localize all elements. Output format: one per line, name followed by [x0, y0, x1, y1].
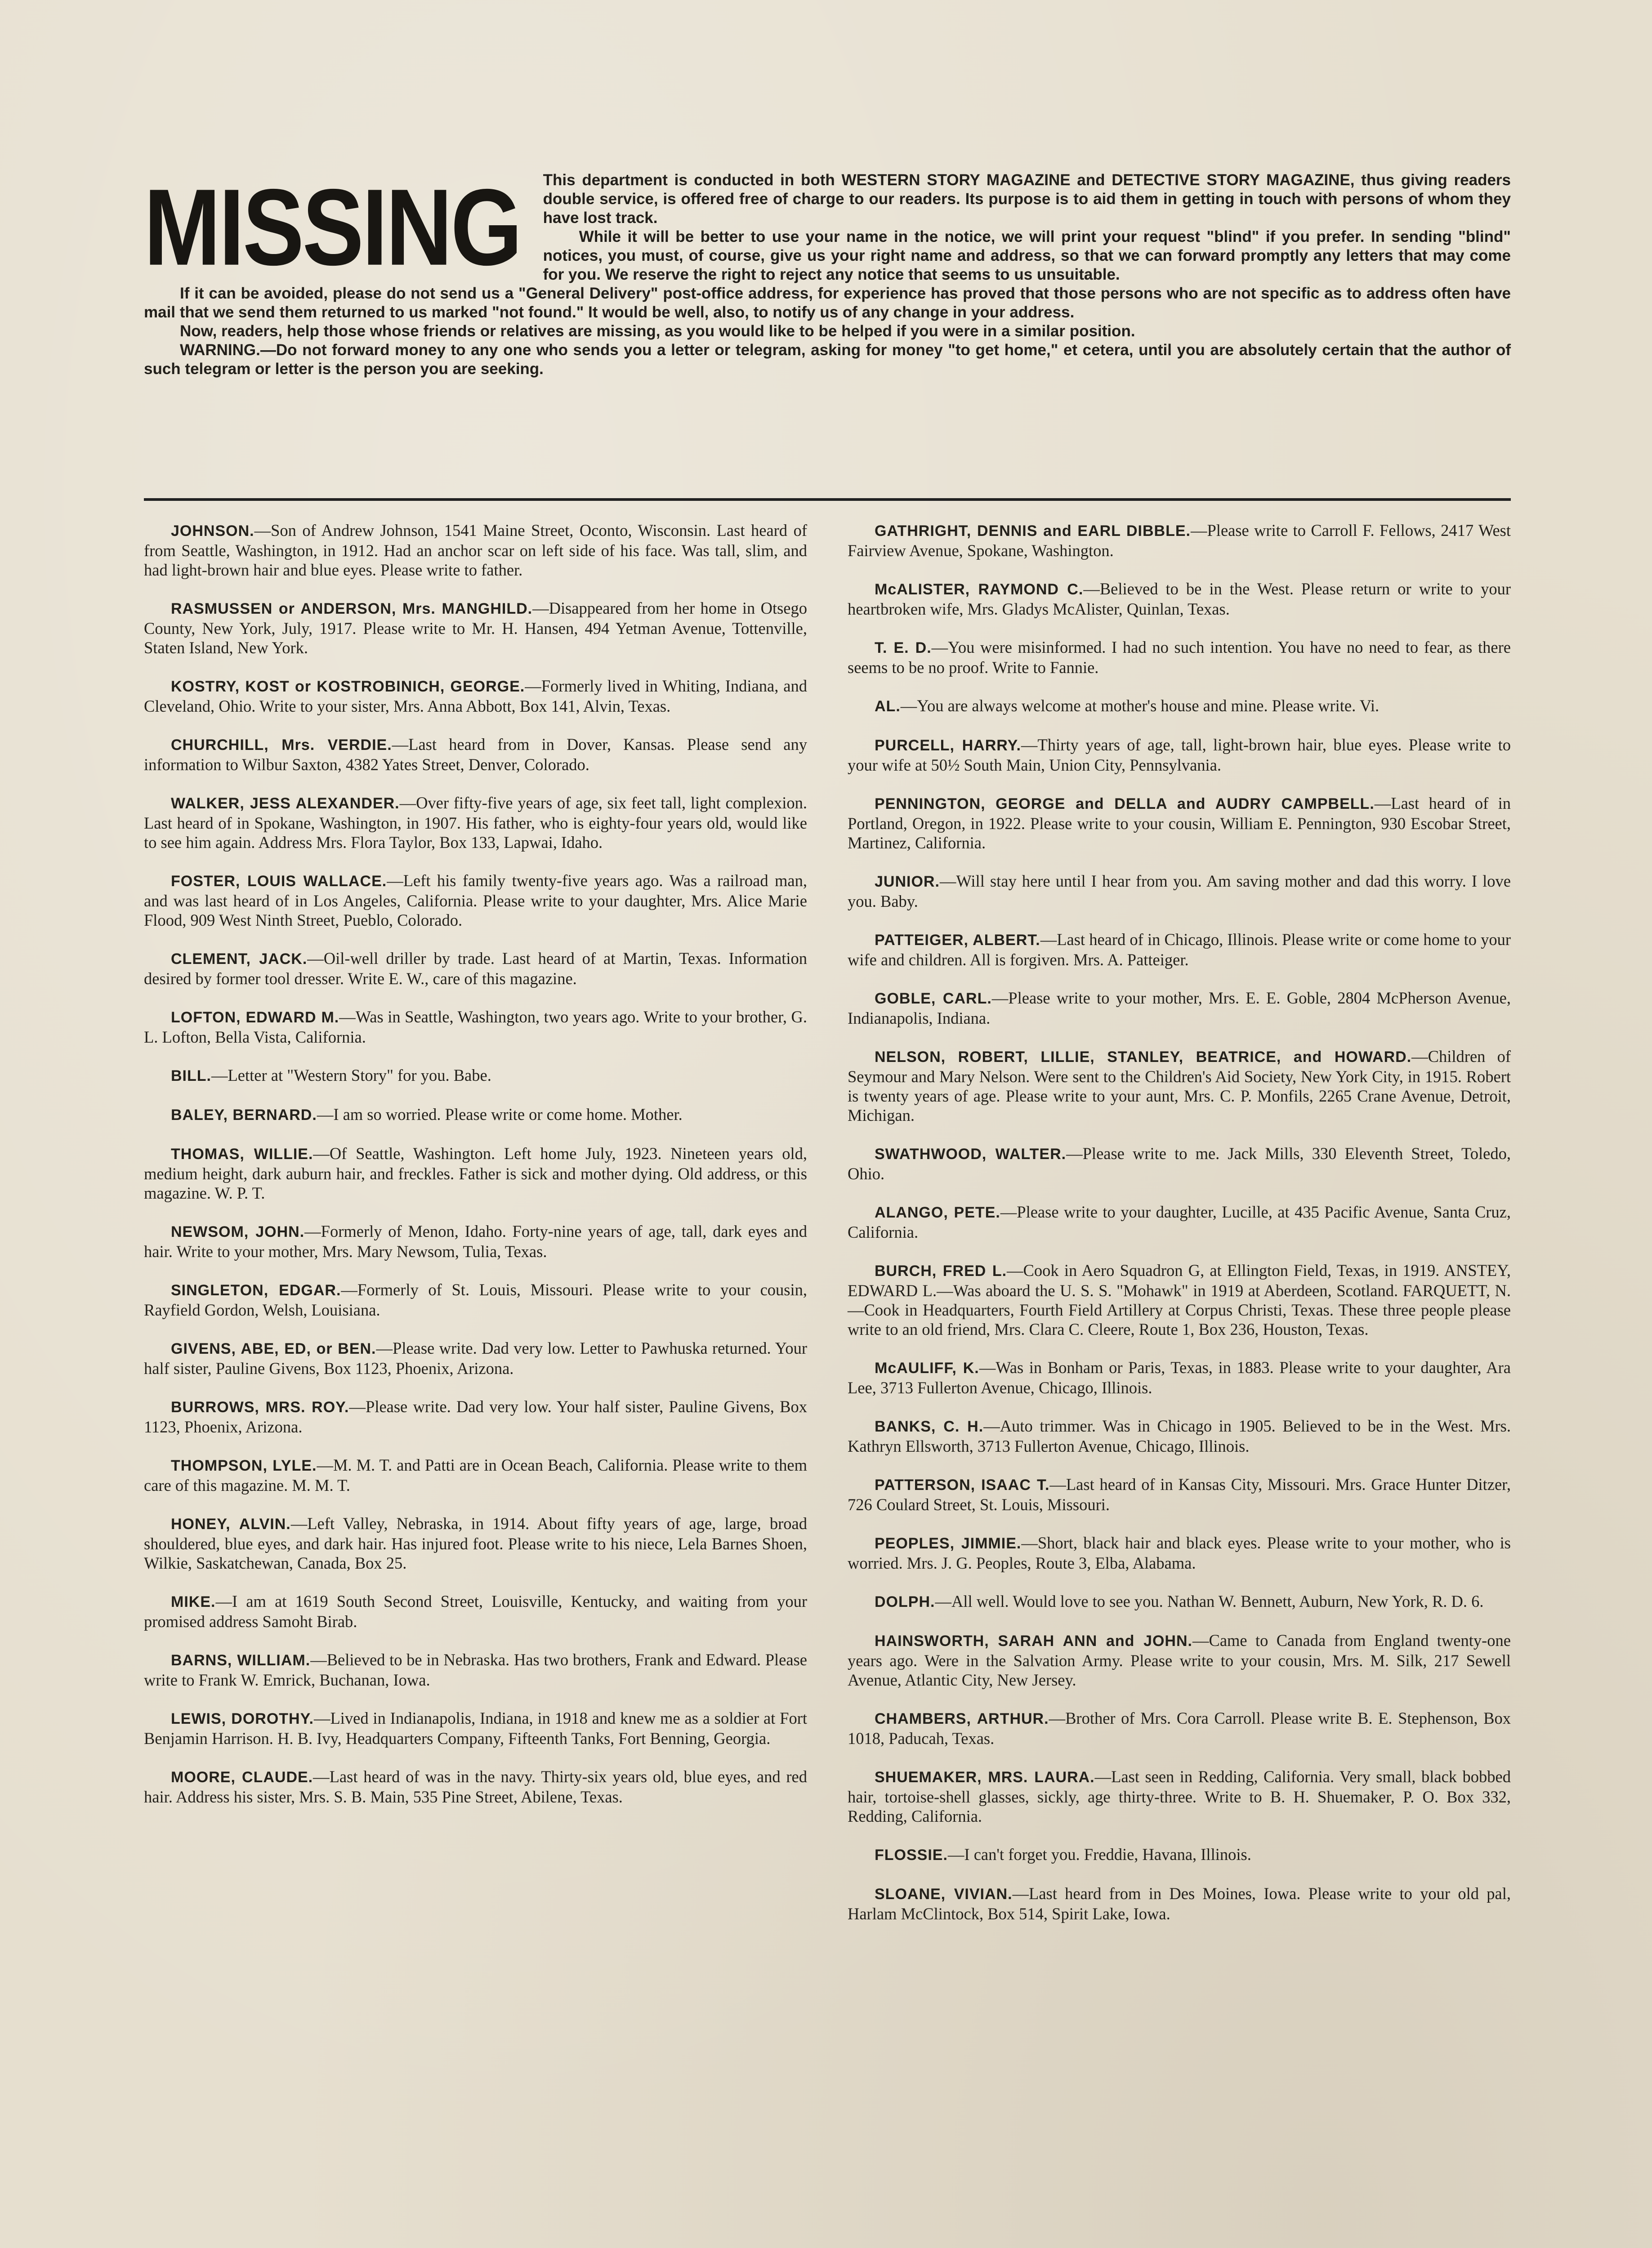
missing-notice: [848, 871, 1511, 911]
notice-name: HAINSWORTH, SARAH ANN and JOHN.: [875, 1632, 1192, 1650]
notice-name: JOHNSON.: [171, 522, 254, 540]
notice-name: SLOANE, VIVIAN.: [875, 1886, 1013, 1903]
missing-notice: [848, 930, 1511, 969]
missing-notice: [848, 1261, 1511, 1339]
notice-text: —Auto trimmer. Was in Chicago in 1905. Believed to be in the West. Mrs. Kathryn Ellsworth, 3713 Fullerton Avenue, Chicago, Illinois.: [848, 1417, 1511, 1455]
missing-notice: [848, 1845, 1511, 1865]
notice-text: —Please write. Dad very low. Letter to Pawhuska returned. Your half sister, Pauline Givens, Box 1123, Phoenix, Arizona.: [144, 1339, 808, 1378]
notice-text: —Last heard of in Portland, Oregon, in 1922. Please write to your cousin, William E. Pennington, 930 Escobar Street, Martinez, California.: [848, 794, 1511, 852]
notice-text: —Brother of Mrs. Cora Carroll. Please write B. E. Stephenson, Box 1018, Paducah, Texas.: [848, 1709, 1511, 1748]
intro-paragraph: Now, readers, help those whose friends or relatives are missing, as you would like to be helped if you were in a similar position.: [180, 322, 1135, 340]
notice-text: —Please write to Carroll F. Fellows, 2417 West Fairview Avenue, Spokane, Washington.: [848, 521, 1511, 560]
notice-text: —Came to Canada from England twenty-one years ago. Were in the Salvation Army. Please write to your cousin, Mrs. M. Silk, 217 Sewell Avenue, Atlantic City, New Jersey.: [848, 1631, 1511, 1689]
notice-name: PATTERSON, ISAAC T.: [875, 1476, 1050, 1494]
notice-text: —Short, black hair and black eyes. Please write to your mother, who is worried. Mrs. J. G. Peoples, Route 3, Elba, Alabama.: [848, 1534, 1511, 1572]
notice-name: McAULIFF, K.: [875, 1360, 979, 1377]
notice-text: —Letter at "Western Story" for you. Babe.: [211, 1066, 491, 1084]
notice-text: —Oil-well driller by trade. Last heard of at Martin, Texas. Information desired by former tool dresser. Write E. W., care of this magazine.: [144, 949, 808, 988]
notice-name: KOSTRY, KOST or KOSTROBINICH, GEORGE.: [171, 678, 525, 695]
notice-name: SHUEMAKER, MRS. LAURA.: [875, 1769, 1095, 1786]
missing-notice: [144, 1455, 807, 1495]
notice-text: —Believed to be in Nebraska. Has two brothers, Frank and Edward. Please write to Frank W. Emrick, Buchanan, Iowa.: [144, 1650, 807, 1689]
notice-name: MIKE.: [171, 1593, 216, 1610]
intro-paragraph: This department is conducted in both WESTERN STORY MAGAZINE and DETECTIVE STORY MAGAZINE, thus giving readers double service, is offered free of charge to our readers. Its purpose is to aid them in getting in touch with persons of whom they have lost track.: [543, 171, 1511, 227]
notice-name: BALEY, BERNARD.: [171, 1106, 317, 1124]
missing-notice: [144, 949, 807, 988]
missing-notice: [144, 1650, 807, 1690]
missing-notice: [144, 1338, 807, 1378]
missing-notice: [848, 1884, 1511, 1923]
notice-text: —Disappeared from her home in Otsego County, New York, July, 1917. Please write to Mr. H. Hansen, 494 Yetman Avenue, Tottenville, Staten Island, New York.: [144, 599, 808, 657]
notice-text: —M. M. T. and Patti are in Ocean Beach, California. Please write to them care of this magazine. M. M. T.: [144, 1456, 807, 1494]
notice-name: BURCH, FRED L.: [875, 1262, 1007, 1280]
missing-notice: [144, 1397, 807, 1436]
missing-notice: [144, 1514, 807, 1573]
notice-text: —Formerly lived in Whiting, Indiana, and Cleveland, Ohio. Write to your sister, Mrs. Anna Abbott, Box 141, Alvin, Texas.: [144, 677, 807, 715]
missing-notice: [848, 1767, 1511, 1826]
page-title: MISSING: [144, 166, 521, 288]
notice-name: NEWSOM, JOHN.: [171, 1223, 305, 1240]
missing-notice: [144, 1708, 807, 1748]
missing-notice: [144, 1280, 807, 1320]
notice-text: —Left Valley, Nebraska, in 1914. About fifty years of age, large, broad shouldered, blue eyes, and dark hair. Has injured foot. Please write to his niece, Lela Barnes Shoen, Wilkie, Saskatchewan, Canada, Box 25.: [144, 1514, 807, 1572]
left-column: [144, 521, 807, 1825]
notice-text: —Please write to your daughter, Lucille, at 435 Pacific Avenue, Santa Cruz, California.: [848, 1203, 1511, 1241]
missing-notice: [144, 1767, 807, 1806]
notice-name: DOLPH.: [875, 1593, 935, 1610]
notice-text: —Children of Seymour and Mary Nelson. Were sent to the Children's Aid Society, New York City, in 1915. Robert is twenty years of age. Please write to your aunt, Mrs. C. P. Monfils, 2265 Crane Avenue, Detroit, Michigan.: [848, 1047, 1511, 1124]
notice-text: —Was in Seattle, Washington, two years ago. Write to your brother, G. L. Lofton, Bella Vista, California.: [144, 1008, 807, 1046]
intro-paragraph: While it will be better to use your name in the notice, we will print your request "blind" if you prefer. In sending "blind" notices, you must, of course, give us your right name and address, so that we can forward promptly any letters that may come for you. We reserve the right to reject any notice that seems to us unsuitable.: [543, 228, 1511, 283]
notice-name: NELSON, ROBERT, LILLIE, STANLEY, BEATRICE, and HOWARD.: [875, 1048, 1412, 1066]
notice-name: BANKS, C. H.: [875, 1418, 984, 1435]
notice-text: —You are always welcome at mother's house and mine. Please write. Vi.: [900, 696, 1380, 715]
notice-text: —Please write. Dad very low. Your half sister, Pauline Givens, Box 1123, Phoenix, Arizona.: [144, 1397, 808, 1436]
right-column: [848, 521, 1511, 1942]
missing-notice: [848, 1592, 1511, 1612]
notice-text: —Son of Andrew Johnson, 1541 Maine Street, Oconto, Wisconsin. Last heard of from Seattle, Washington, in 1912. Had an anchor scar on left side of his face. Was tall, slim, and had light-brown hair and blue eyes. Please write to father.: [144, 521, 807, 579]
notice-name: LOFTON, EDWARD M.: [171, 1009, 339, 1026]
notice-text: —Please write to me. Jack Mills, 330 Eleventh Street, Toledo, Ohio.: [848, 1144, 1511, 1183]
notice-text: —Last heard of was in the navy. Thirty-six years old, blue eyes, and red hair. Address his sister, Mrs. S. B. Main, 535 Pine Street, Abilene, Texas.: [144, 1767, 807, 1806]
intro-paragraph: If it can be avoided, please do not send us a "General Delivery" post-office address, for experience has proved that those persons who are not specific as to address often have mail that we send them returned to us marked "not found." It would be well, also, to notify us of any change in your address.: [144, 285, 1511, 321]
missing-notice: [144, 1592, 807, 1631]
missing-notice: [144, 871, 807, 930]
notice-text: —Last seen in Redding, California. Very small, black bobbed hair, tortoise-shell glasses, sickly, age thirty-three. Write to B. H. Shuemaker, P. O. Box 332, Redding, California.: [848, 1767, 1511, 1825]
notice-text: —Last heard from in Des Moines, Iowa. Please write to your old pal, Harlam McClintock, Box 514, Spirit Lake, Iowa.: [848, 1884, 1511, 1923]
header-divider: [144, 498, 1511, 501]
missing-notice: [144, 676, 807, 716]
notice-name: BILL.: [171, 1067, 211, 1084]
missing-notice: [144, 1144, 807, 1203]
missing-notice: [144, 735, 807, 774]
notice-name: PEOPLES, JIMMIE.: [875, 1535, 1022, 1552]
notice-text: —Of Seattle, Washington. Left home July, 1923. Nineteen years old, medium height, dark auburn hair, and freckles. Father is sick and mother dying. Old address, or this magazine. W. P. T.: [144, 1144, 808, 1202]
notice-text: —Please write to your mother, Mrs. E. E. Goble, 2804 McPherson Avenue, Indianapolis, Indiana.: [848, 989, 1511, 1027]
notice-text: —Over fifty-five years of age, six feet tall, light complexion. Last heard of in Spokane, Washington, in 1907. His father, who is eighty-four years old, would like to see him again. Address Mrs. Flora Taylor, Box 133, Lapwai, Idaho.: [144, 794, 807, 852]
notice-text: —Left his family twenty-five years ago. Was a railroad man, and was last heard of in Los Angeles, California. Please write to your daughter, Mrs. Alice Marie Flood, 909 West Ninth Street, Pueblo, Colorado.: [144, 871, 807, 929]
notice-name: MOORE, CLAUDE.: [171, 1769, 313, 1786]
missing-notice: [144, 793, 807, 852]
notice-name: GATHRIGHT, DENNIS and EARL DIBBLE.: [875, 522, 1191, 540]
notice-text: —Will stay here until I hear from you. Am saving mother and dad this worry. I love you. Baby.: [848, 872, 1511, 910]
missing-notice: [848, 1631, 1511, 1690]
notice-text: —All well. Would love to see you. Nathan W. Bennett, Auburn, New York, R. D. 6.: [935, 1592, 1484, 1610]
missing-notice: [848, 988, 1511, 1028]
notice-name: RASMUSSEN or ANDERSON, Mrs. MANGHILD.: [171, 600, 533, 617]
department-header: [144, 166, 1511, 379]
notice-name: GIVENS, ABE, ED, or BEN.: [171, 1340, 376, 1357]
missing-notice: [848, 735, 1511, 775]
missing-notice: [848, 696, 1511, 716]
notice-name: AL.: [875, 698, 901, 715]
missing-notice: [144, 1222, 807, 1261]
notice-text: —I can't forget you. Freddie, Havana, Illinois.: [947, 1845, 1251, 1864]
missing-notice: [848, 1202, 1511, 1242]
notice-text: —Last heard of in Kansas City, Missouri. Mrs. Grace Hunter Ditzer, 726 Coulard Street, St. Louis, Missouri.: [848, 1475, 1511, 1514]
notice-name: McALISTER, RAYMOND C.: [875, 581, 1084, 598]
notice-text: —Formerly of St. Louis, Missouri. Please write to your cousin, Rayfield Gordon, Welsh, Louisiana.: [144, 1280, 807, 1319]
warning-paragraph: WARNING.—Do not forward money to any one who sends you a letter or telegram, asking for money "to get home," et cetera, until you are absolutely certain that the author of such telegram or letter is the person you are seeking.: [144, 341, 1511, 378]
notice-name: CHAMBERS, ARTHUR.: [875, 1710, 1049, 1727]
notice-name: CLEMENT, JACK.: [171, 950, 308, 968]
notice-name: BURROWS, MRS. ROY.: [171, 1399, 349, 1416]
notice-name: THOMAS, WILLIE.: [171, 1146, 313, 1163]
missing-notice: [144, 1105, 807, 1125]
notice-name: FOSTER, LOUIS WALLACE.: [171, 873, 387, 890]
notice-name: GOBLE, CARL.: [875, 990, 992, 1007]
notice-name: FLOSSIE.: [875, 1847, 948, 1864]
notice-text: —Thirty years of age, tall, light-brown hair, blue eyes. Please write to your wife at 50½ South Main, Union City, Pennsylvania.: [848, 736, 1511, 774]
missing-notice: [848, 1144, 1511, 1183]
notice-name: T. E. D.: [875, 639, 932, 656]
missing-notice: [848, 1475, 1511, 1514]
notice-text: —Cook in Aero Squadron G, at Ellington Field, Texas, in 1919. ANSTEY, EDWARD L.—Was aboard the U. S. S. "Mohawk" in 1919 at Aberdeen, Scotland. FARQUETT, N.—Cook in Headquarters, Fourth Field Artillery at Corpus Christi, Texas. These three people please write to an old friend, Mrs. Clara C. Cleere, Route 1, Box 236, Houston, Texas.: [848, 1261, 1511, 1338]
missing-notice: [848, 521, 1511, 560]
missing-notice: [144, 598, 807, 657]
missing-notice: [144, 521, 807, 580]
missing-notice: [144, 1066, 807, 1086]
notice-name: SWATHWOOD, WALTER.: [875, 1146, 1067, 1163]
notice-name: PENNINGTON, GEORGE and DELLA and AUDRY CAMPBELL.: [875, 795, 1375, 812]
notice-name: HONEY, ALVIN.: [171, 1516, 291, 1533]
notice-text: —I am at 1619 South Second Street, Louisville, Kentucky, and waiting from your promised address Samoht Birab.: [144, 1592, 807, 1631]
missing-notice: [848, 1047, 1511, 1125]
notice-text: —Believed to be in the West. Please return or write to your heartbroken wife, Mrs. Gladys McAlister, Quinlan, Texas.: [848, 580, 1511, 618]
notice-text: —Last heard from in Dover, Kansas. Please send any information to Wilbur Saxton, 4382 Yates Street, Denver, Colorado.: [144, 735, 807, 774]
notice-name: JUNIOR.: [875, 873, 940, 890]
missing-notice: [848, 1358, 1511, 1397]
notice-name: PATTEIGER, ALBERT.: [875, 932, 1040, 949]
notice-name: SINGLETON, EDGAR.: [171, 1282, 341, 1299]
missing-notice: [848, 638, 1511, 677]
notice-name: THOMPSON, LYLE.: [171, 1457, 317, 1474]
notice-name: WALKER, JESS ALEXANDER.: [171, 795, 400, 812]
notice-text: —You were misinformed. I had no such intention. You have no need to fear, as there seems to be no proof. Write to Fannie.: [848, 638, 1511, 677]
missing-notice: [848, 794, 1511, 852]
missing-notice: [848, 1416, 1511, 1456]
notice-text: —Was in Bonham or Paris, Texas, in 1883. Please write to your daughter, Ara Lee, 3713 Fullerton Avenue, Chicago, Illinois.: [848, 1358, 1511, 1397]
missing-notice: [848, 579, 1511, 619]
missing-notice: [848, 1708, 1511, 1748]
notice-name: BARNS, WILLIAM.: [171, 1652, 311, 1669]
missing-notice: [144, 1007, 807, 1047]
notice-text: —Formerly of Menon, Idaho. Forty-nine years of age, tall, dark eyes and hair. Write to your mother, Mrs. Mary Newsom, Tulia, Texas.: [144, 1222, 807, 1261]
notice-name: PURCELL, HARRY.: [875, 737, 1021, 754]
notice-text: —Lived in Indianapolis, Indiana, in 1918 and knew me as a soldier at Fort Benjamin Harrison. H. B. Ivy, Headquarters Company, Fifteenth Tanks, Fort Benning, Georgia.: [144, 1709, 807, 1748]
missing-notice: [848, 1533, 1511, 1573]
notice-name: LEWIS, DOROTHY.: [171, 1710, 314, 1727]
notice-name: ALANGO, PETE.: [875, 1204, 1000, 1221]
notice-text: —Last heard of in Chicago, Illinois. Please write or come home to your wife and children. All is forgiven. Mrs. A. Patteiger.: [848, 930, 1511, 969]
notice-text: —I am so worried. Please write or come home. Mother.: [317, 1105, 683, 1124]
notice-name: CHURCHILL, Mrs. VERDIE.: [171, 736, 392, 754]
